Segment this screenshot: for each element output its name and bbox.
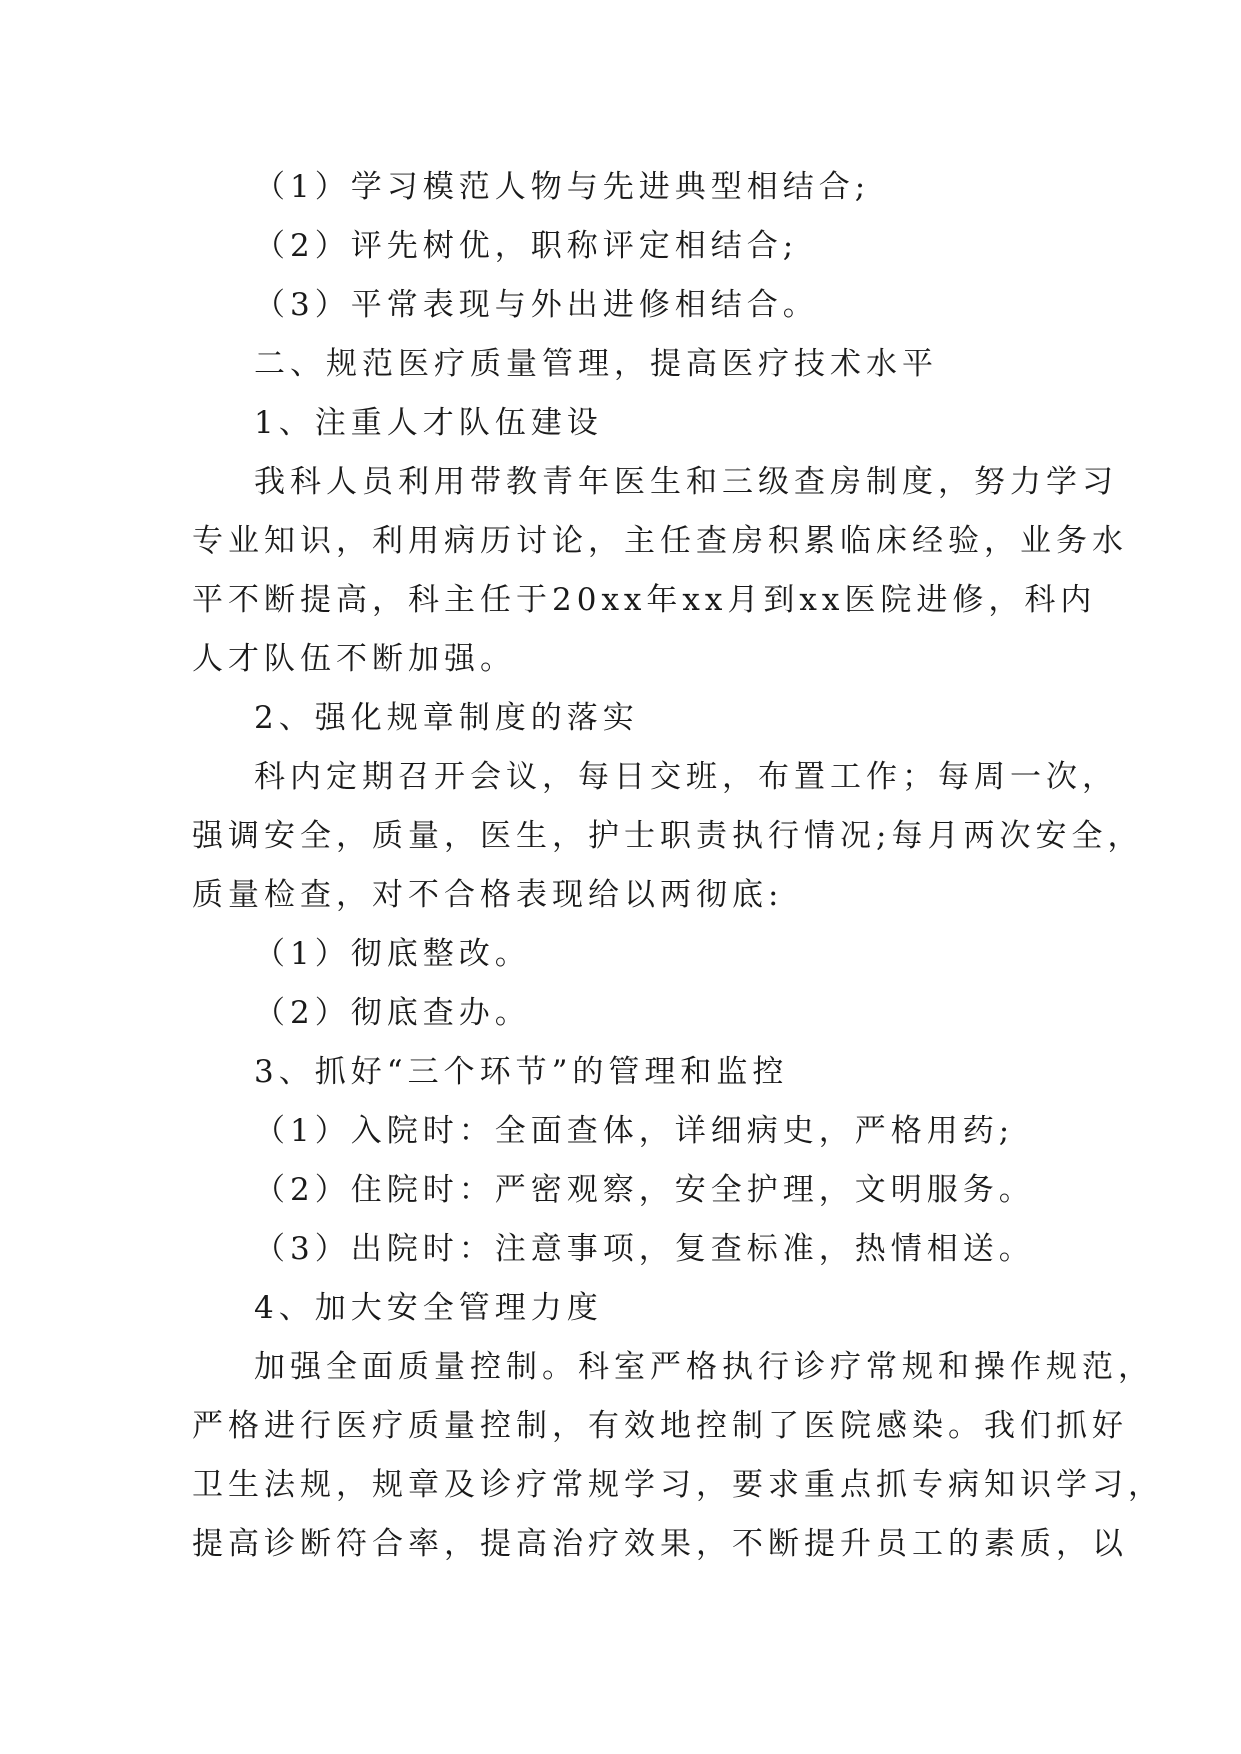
text-line: 卫生法规，规章及诊疗常规学习，要求重点抓专病知识学习， — [192, 1467, 1164, 1503]
text-line: 质量检查，对不合格表现给以两彻底: — [192, 877, 784, 913]
text-line: （3）平常表现与外出进修相结合。 — [254, 287, 819, 323]
text-line: 平不断提高，科主任于20xx年xx月到xx医院进修，科内 — [192, 582, 1097, 618]
text-line: 1、注重人才队伍建设 — [254, 405, 603, 441]
text-line: 二、规范医疗质量管理，提高医疗技术水平 — [254, 346, 938, 382]
text-line: 提高诊断符合率，提高治疗效果，不断提升员工的素质，以 — [192, 1526, 1128, 1562]
text-line: （1）学习模范人物与先进典型相结合; — [254, 169, 871, 205]
text-line: （3）出院时：注意事项，复查标准，热情相送。 — [254, 1231, 1035, 1267]
text-line: 专业知识，利用病历讨论，主任查房积累临床经验，业务水 — [192, 523, 1128, 559]
document-body — [192, 158, 1164, 1574]
text-line: 我科人员利用带教青年医生和三级查房制度，努力学习 — [254, 464, 1118, 500]
text-line: 严格进行医疗质量控制，有效地控制了医院感染。我们抓好 — [192, 1408, 1128, 1444]
text-line: 2、强化规章制度的落实 — [254, 700, 639, 736]
text-line: 加强全面质量控制。科室严格执行诊疗常规和操作规范， — [254, 1349, 1154, 1385]
text-line: 强调安全，质量，医生，护士职责执行情况;每月两次安全， — [192, 818, 1144, 854]
text-line: （2）住院时：严密观察，安全护理，文明服务。 — [254, 1172, 1035, 1208]
text-line: 3、抓好“三个环节”的管理和监控 — [254, 1054, 789, 1090]
text-line: （2）彻底查办。 — [254, 995, 531, 1031]
text-line: （1）彻底整改。 — [254, 936, 531, 972]
text-line: 科内定期召开会议，每日交班，布置工作；每周一次， — [254, 759, 1118, 795]
text-line: 4、加大安全管理力度 — [254, 1290, 603, 1326]
text-line: （2）评先树优，职称评定相结合; — [254, 228, 799, 264]
text-line: （1）入院时：全面查体，详细病史，严格用药; — [254, 1113, 1015, 1149]
text-line: 人才队伍不断加强。 — [192, 641, 516, 677]
